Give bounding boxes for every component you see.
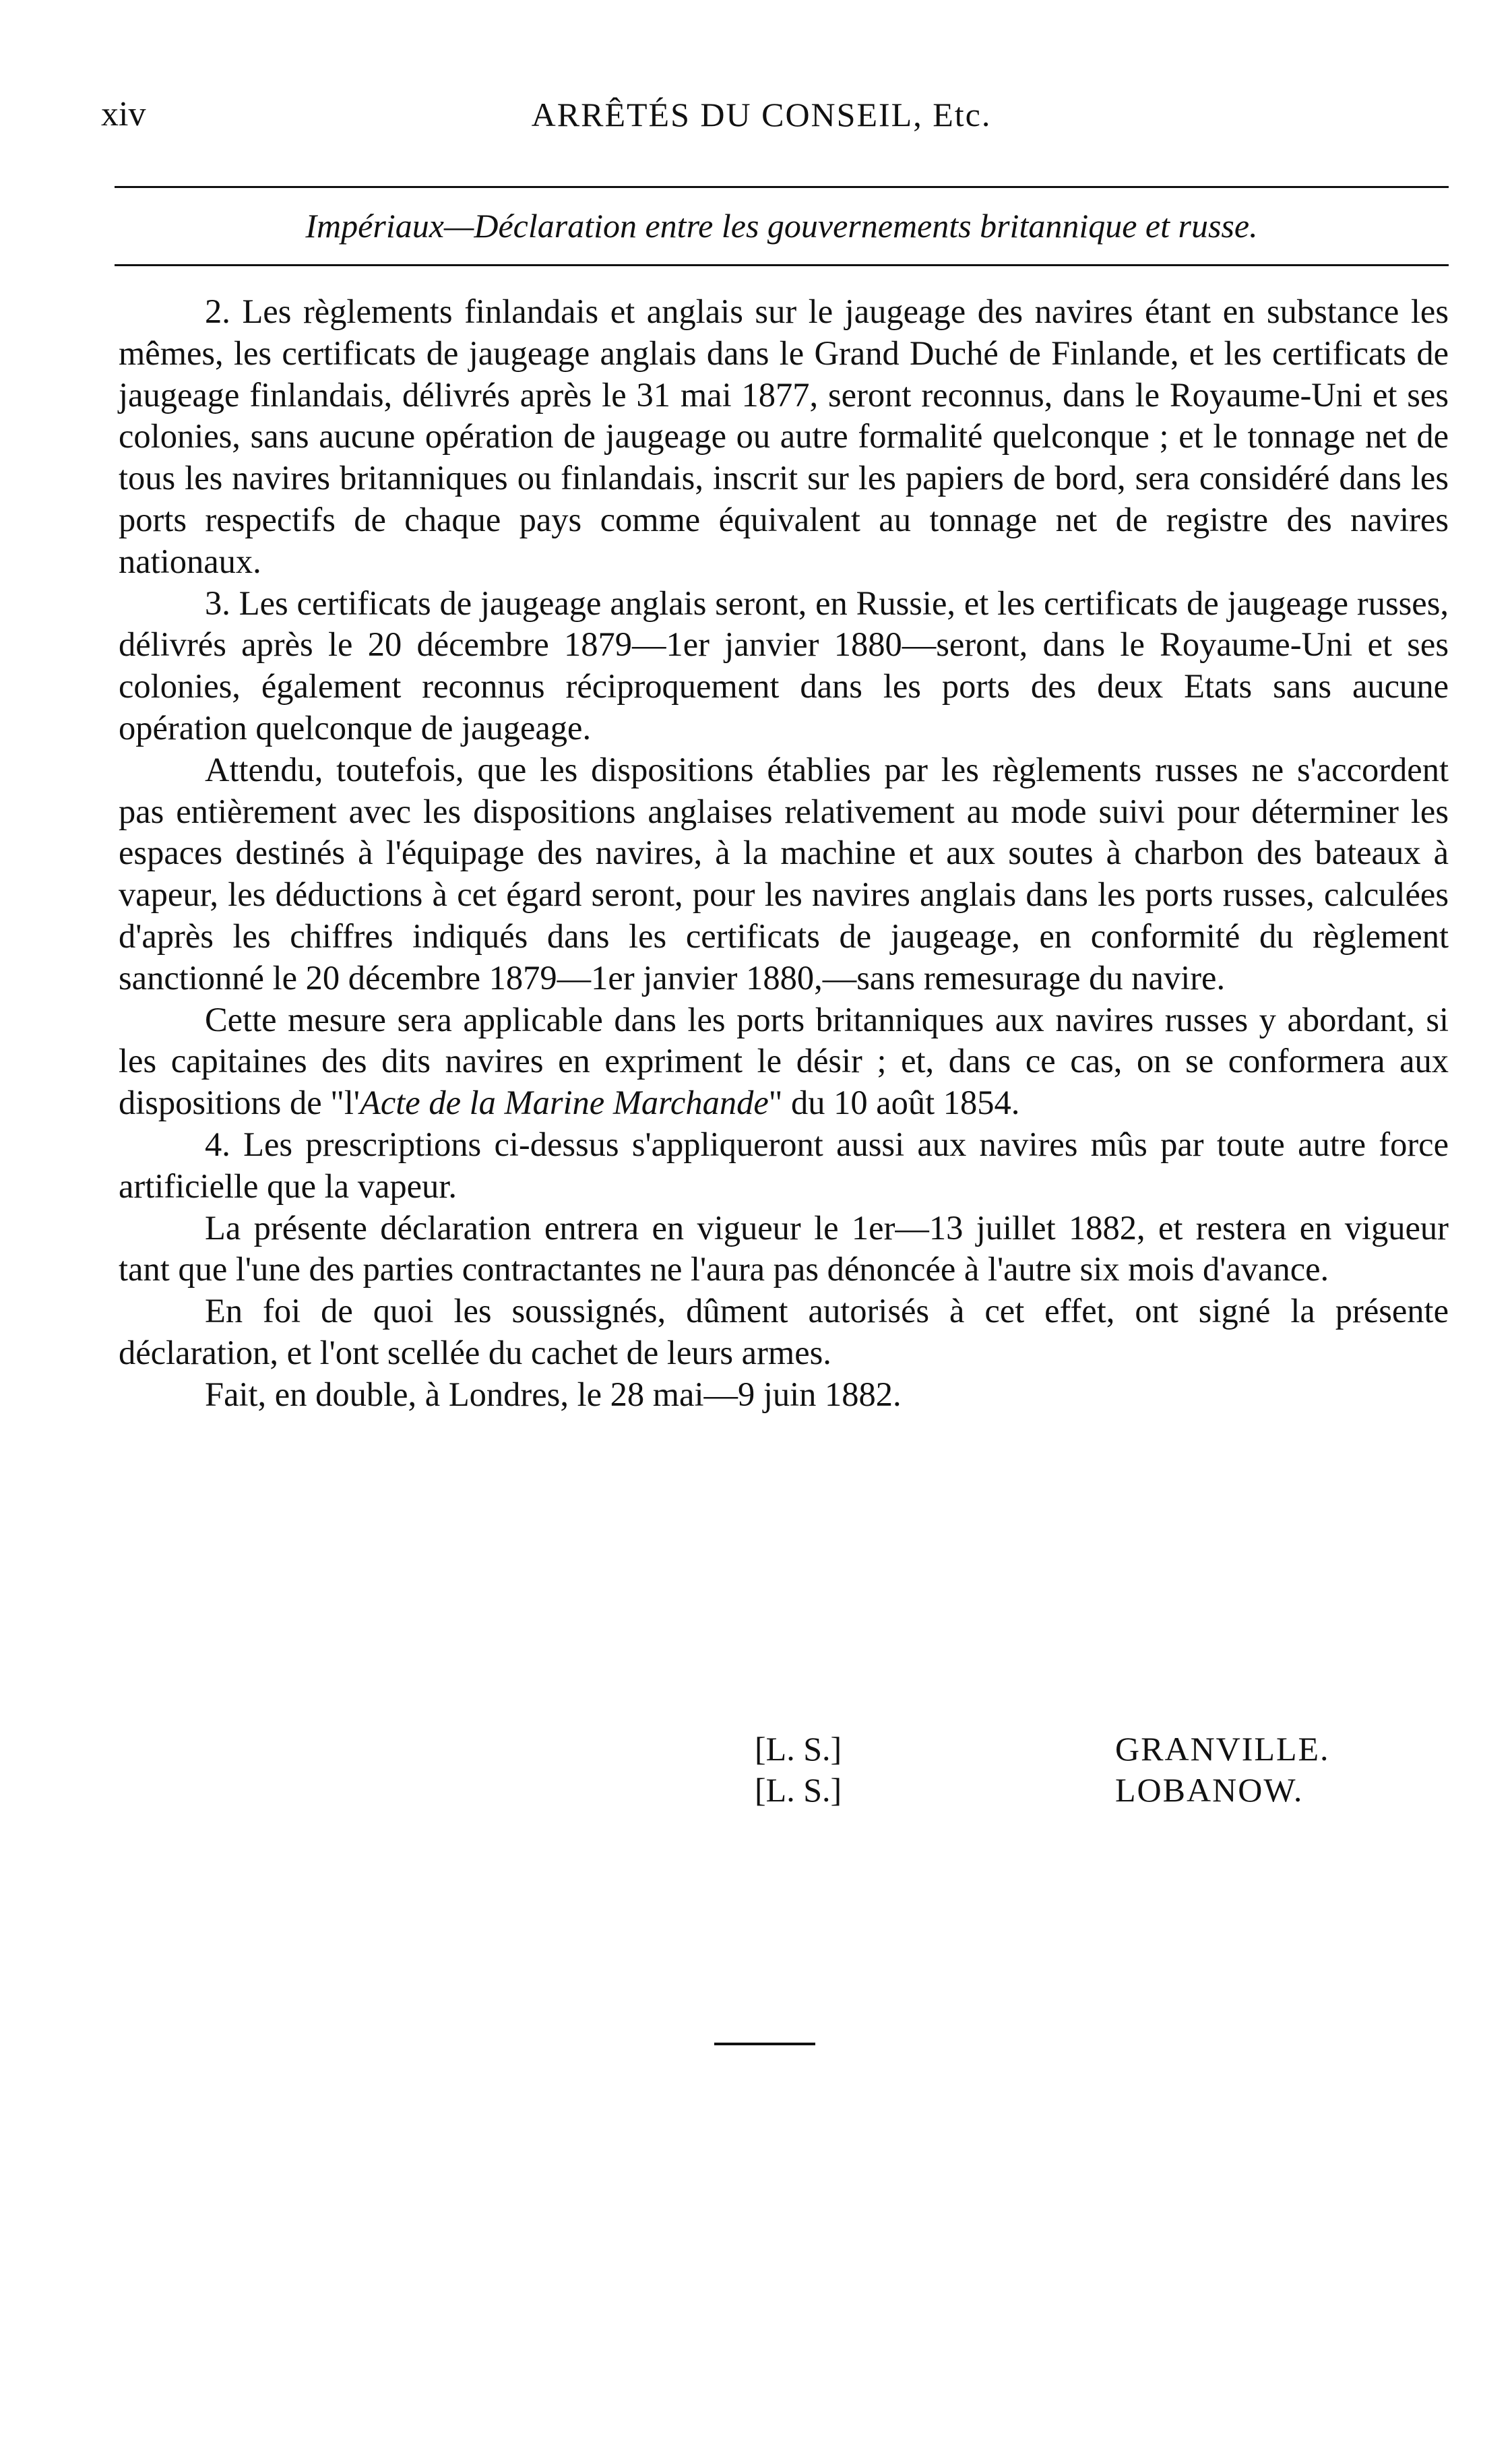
signer-name: LOBANOW.	[1115, 1771, 1304, 1809]
subtitle-rule	[115, 264, 1449, 266]
paragraph-article-3: 3. Les certificats de jaugeage anglais seront, en Russie, et les certificats de jaugeage russes, délivrés après le 20 décembre 1879—1er janvier 1880—seront, dans le Royaume-Uni et ses colonies, également reconnus réciproquement dans les ports des deux Etats sans aucune opération quelconque de jaugeage.	[119, 584, 1449, 747]
seal-mark: [L. S.]	[755, 1730, 842, 1768]
paragraph-fait: Fait, en double, à Londres, le 28 mai—9 juin 1882.	[205, 1375, 902, 1413]
paragraph-article-4: 4. Les prescriptions ci-dessus s'appliqueront aussi aux navires mûs par toute autre force artificielle que la vapeur.	[119, 1125, 1449, 1205]
paragraph-mesure-end: " du 10 août 1854.	[768, 1084, 1020, 1122]
seal-mark: [L. S.]	[755, 1771, 842, 1809]
paragraph-mesure	[119, 999, 1449, 1124]
running-title: ARRÊTÉS DU CONSEIL, Etc.	[531, 96, 992, 133]
paragraph-en-foi: En foi de quoi les soussignés, dûment autorisés à cet effet, ont signé la présente déclaration, et l'ont scellée du cachet de leurs armes.	[119, 1292, 1449, 1371]
signature-row	[755, 1770, 1428, 1811]
page-number: xiv	[101, 95, 146, 133]
paragraph-entry-into-force: La présente déclaration entrera en vigueur le 1er—13 juillet 1882, et restera en vigueur tant que l'une des parties contractantes ne l'aura pas dénoncée à l'autre six mois d'avance.	[119, 1208, 1449, 1289]
signature-block	[755, 1729, 1428, 1811]
act-title: Acte de la Marine Marchande	[360, 1084, 769, 1122]
signer-name: GRANVILLE.	[1115, 1730, 1330, 1768]
paragraph-article-2: 2. Les règlements finlandais et anglais sur le jaugeage des navires étant en substance les mêmes, les certificats de jaugeage anglais dans le Grand Duché de Finlande, et les certificats de jaugeage finlandais, délivrés après le 31 mai 1877, seront reconnus, dans le Royaume-Uni et ses colonies, sans aucune opération de jaugeage ou autre formalité quelconque ; et le tonnage net de tous les navires britanniques ou finlandais, inscrit sur les papiers de bord, sera considéré dans les ports respectifs de chaque pays comme équivalent au tonnage net de registre des navires nationaux.	[119, 292, 1449, 580]
paragraph-attendu: Attendu, toutefois, que les dispositions établies par les règlements russes ne s'accordent pas entièrement avec les dispositions anglaises relativement au mode suivi pour déterminer les espaces destinés à l'équipage des navires, à la machine et aux soutes à charbon des bateaux à vapeur, les déductions à cet égard seront, pour les navires anglais dans les ports russes, calculées d'après les chiffres indiqués dans les certificats de jaugeage, en conformité du règlement sanctionné le 20 décembre 1879—1er janvier 1880,—sans remesurage du navire.	[119, 750, 1449, 997]
running-header	[101, 91, 1422, 138]
end-rule	[714, 2043, 815, 2045]
section-subtitle: Impériaux—Déclaration entre les gouvernements britannique et russe.	[305, 207, 1258, 245]
declaration-body	[119, 291, 1449, 1416]
signature-row	[755, 1729, 1428, 1770]
paragraph-mesure-text: Cette mesure sera applicable dans les ports britanniques aux navires russes y abordant, si les capitaines des dits navires en expriment le désir ; et, dans ce cas, on se conformera aux dispositions de "l'	[119, 1000, 1449, 1122]
top-rule	[115, 186, 1449, 188]
